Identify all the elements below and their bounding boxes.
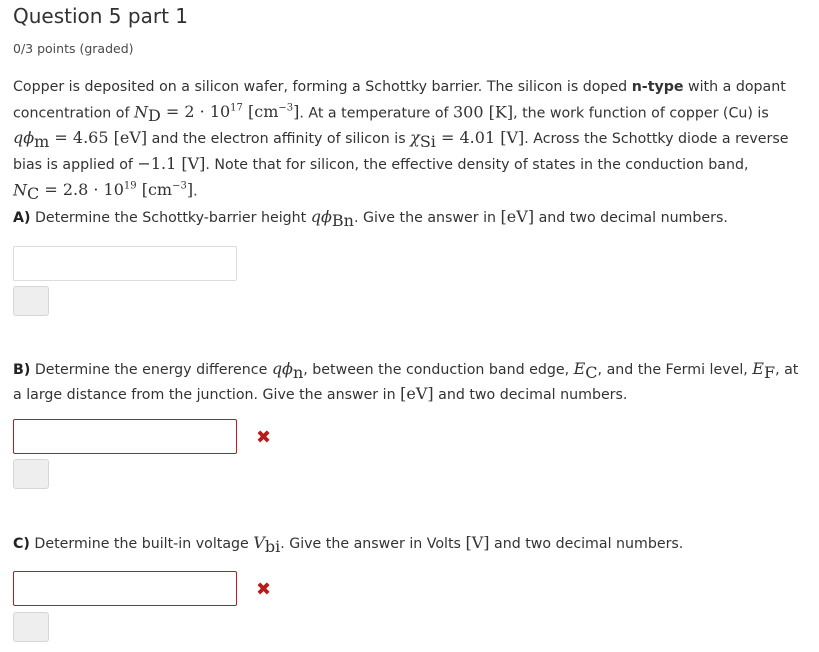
points-status: 0/3 points (graded) <box>13 41 134 56</box>
question-title: Question 5 part 1 <box>13 4 188 28</box>
submit-a-button[interactable] <box>13 286 49 316</box>
question-a: A) Determine the Schottky-barrier height $q\phi_{Bn}$. Give the answer in [eV] and two decimal numbers. <box>13 207 728 230</box>
answer-b-input[interactable] <box>13 419 237 454</box>
incorrect-b-icon: ✖ <box>256 427 272 448</box>
incorrect-c-icon: ✖ <box>256 579 272 600</box>
submit-c-button[interactable] <box>13 612 49 642</box>
answer-c-input[interactable] <box>13 571 237 606</box>
question-c: C) Determine the built-in voltage $V_{bi}$. Give the answer in Volts [V] and two decimal numbers. <box>13 533 684 556</box>
submit-b-button[interactable] <box>13 459 49 489</box>
problem-statement: Copper is deposited on a silicon wafer, forming a Schottky barrier. The silicon is doped n-type with a dopant concentration of $N_D = 2 \cdot 10^{17}$ $[cm^{-3}]$. At a temperature of 300 [K], the work function of copper (Cu) is $q\phi_m = 4.65$ [eV] and the electron affinity of silicon is $\chi_{Si} = 4.01$ [V]. Across the Schottky diode a reverse bias is applied of −1.1 [V]. Note that for silicon, the effective density of states in the conduction band, $N_C = 2.8 \cdot 10^{19}$ $[cm^{-3}]$. <box>13 79 789 204</box>
question-b: B) Determine the energy difference $q\phi_n$, between the conduction band edge, $E_C$, and the Fermi level, $E_F$, at a large distance from the junction. Give the answer in [eV] and two decimal numbers. <box>13 359 799 403</box>
answer-a-input[interactable] <box>13 246 237 281</box>
